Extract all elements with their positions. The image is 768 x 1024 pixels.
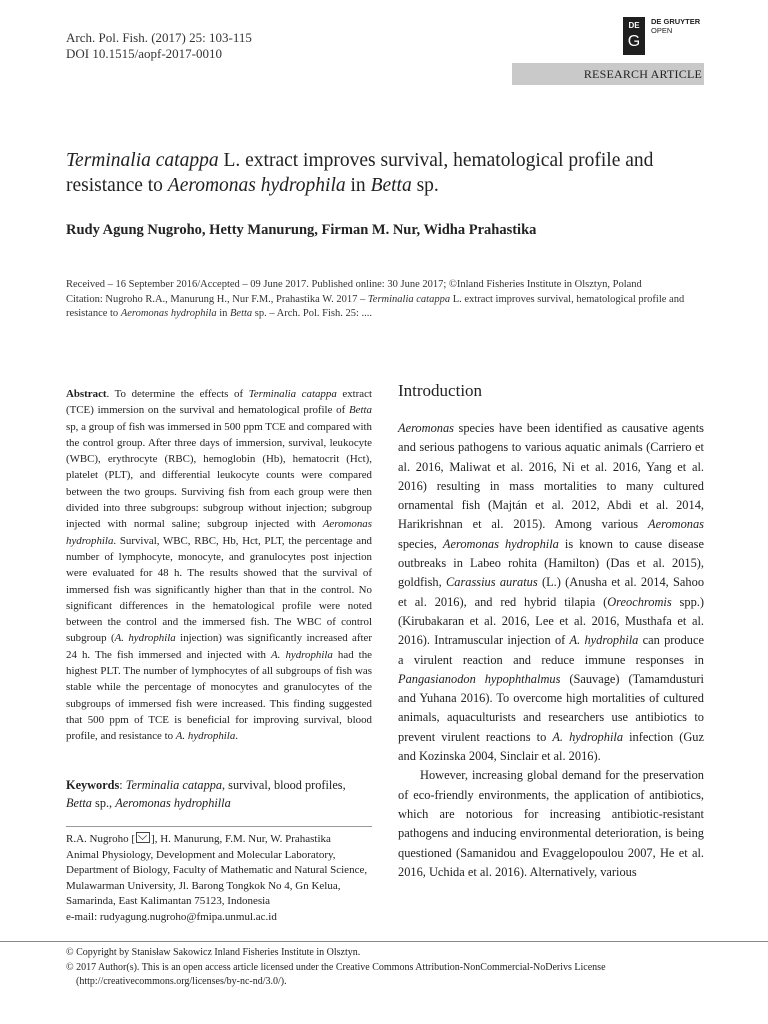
intro-text: is known to cause disease outbreaks in Labeo rohita (Hamilton) (Das et al. 2015), goldfish, — [398, 536, 705, 590]
citation-part: in — [216, 308, 230, 319]
intro-text: Oreochromis — [607, 594, 672, 609]
abstract-label: Abstract — [66, 388, 107, 400]
affiliation-university: Mulawarman University, Jl. Barong Tongkok No 4, Gn Kelua, — [66, 879, 341, 892]
article-metadata — [66, 278, 716, 322]
intro-text: Carassius auratus — [445, 575, 538, 590]
section-heading-introduction: Introduction — [398, 381, 483, 400]
affiliation-department: Department of Biology, Faculty of Mathematic and Natural Science, — [66, 864, 368, 876]
citation-part: Citation: Nugroho R.A., Manurung H., Nur F.M., Prahastika W. 2017 – — [66, 293, 368, 305]
abstract-text: A. hydrophila — [114, 632, 176, 645]
keywords-label: Keywords — [66, 778, 120, 792]
citation — [66, 293, 716, 322]
paragraph — [398, 419, 704, 766]
affiliation-email[interactable]: e-mail: rudyagung.nugroho@fmipa.unmul.ac.id — [66, 910, 277, 923]
intro-text: (L.) (Anusha et al. 2014, Sahoo et al. 2016), and red hybrid tilapia ( — [398, 575, 705, 609]
journal-volume: Arch. Pol. Fish. (2017) 25: 103-115 — [66, 30, 252, 45]
keywords-text: Terminalia catappa — [125, 778, 223, 792]
received-dates: Received – 16 September 2016/Accepted – 09 June 2017. Published online: 30 June 2017; ©Inland Fisheries Institute in Olsztyn, Poland — [66, 279, 642, 290]
publisher-name-block — [651, 17, 700, 35]
abstract-text: . To determine the effects of — [106, 388, 249, 400]
abstract-text: A. hydrophila — [271, 648, 333, 661]
keywords-text: Betta — [66, 796, 92, 810]
logo-de-text: DE — [628, 21, 640, 30]
abstract-text: Terminalia catappa — [248, 388, 337, 400]
abstract-text: injection) was significantly increased after 24 h. The fish immersed and injected with — [66, 632, 372, 661]
envelope-icon — [136, 832, 150, 843]
keywords-text: sp., — [91, 796, 116, 810]
license-line: © 2017 Author(s). This is an open access article licensed under the Creative Commons Attribution-NonCommercial-NoDerivs License — [66, 961, 606, 973]
intro-text: A. hydrophila — [552, 729, 624, 744]
affiliation-text: R.A. Nugroho [ — [66, 833, 136, 845]
copyright-line: © Copyright by Stanisław Sakowicz Inland Fisheries Institute in Olsztyn. — [66, 947, 361, 958]
affiliation-city: Samarinda, East Kalimantan 75123, Indonesia — [66, 895, 271, 907]
author-list: Rudy Agung Nugroho, Hetty Manurung, Firman M. Nur, Widha Prahastika — [66, 222, 537, 238]
citation-part: Betta — [230, 308, 253, 319]
abstract-text: had the highest PLT. The number of lymphocytes of all subgroups of fish was stable while the percentage of monocytes and granulocytes of the subgroups of immersed fish were increased. This finding suggested that 500 ppm of TCE is beneficial for improving survival, blood profile, and resistance to — [66, 648, 372, 743]
paragraph: However, increasing global demand for the preservation of eco-friendly environments, the application of antibiotics, which are notorious for increasing antibiotic-resistant pathogens and inducing environmental deterioration, is being questioned (Samanidou and Evaggelopoulou 2007, He et al. 2016, Uchida et al. 2016). Alternatively, various — [398, 768, 704, 879]
intro-text: Aeromonas hydrophila — [442, 536, 559, 551]
intro-text: Pangasianodon hypophthalmus — [398, 671, 561, 686]
citation-part: Terminalia catappa — [367, 293, 451, 305]
publisher-sub: OPEN — [651, 26, 673, 35]
footer-divider — [0, 941, 768, 942]
affiliation-lab: Animal Physiology, Development and Molecular Laboratory, — [66, 848, 336, 861]
abstract-text: . — [235, 730, 239, 743]
keywords — [66, 776, 372, 812]
article-type-bar — [512, 63, 704, 85]
publisher-name: DE GRUYTER — [651, 17, 701, 26]
intro-text: can produce a virulent reaction and reduce immune responses in — [398, 633, 704, 667]
copyright-footer — [66, 946, 706, 990]
title-part: in — [345, 175, 371, 196]
affiliation-authors — [66, 832, 372, 848]
intro-text: Aeromonas — [648, 517, 704, 532]
intro-text: spp.) (Kirubakaran et al. 2016, Lee et al. 2016, Musthafa et al. 2016). Intramuscular injection of — [398, 594, 704, 648]
intro-text: Aeromonas — [398, 421, 454, 435]
title-part: Terminalia catappa — [66, 150, 219, 171]
article-type-label: RESEARCH ARTICLE — [583, 67, 702, 81]
title-part: Aeromonas hydrophila — [167, 175, 346, 196]
affiliation-divider — [66, 826, 372, 827]
title-part: L. extract improves survival, hematological profile and resistance to — [66, 150, 654, 196]
keywords-text: Aeromonas hydrophilla — [115, 796, 231, 810]
de-gruyter-logo — [623, 17, 645, 55]
abstract-text: Aeromonas hydrophila — [66, 518, 372, 547]
intro-text: species, — [398, 536, 443, 551]
abstract-text: sp, a group of fish was immersed in 500 ppm TCE and compared with the control group. After three days of immersion, survival, leukocyte (WBC), erythrocyte (RBC), hemoglobin (Hb), hematocrit (Hct), platelet (PLT), and differential leukocyte counts were compared between the two groups. Surviving fish from each group were then divided into three subgroups: subgroup without injection; subgroup injected with normal saline; subgroup injected with — [66, 420, 372, 531]
intro-text: A. hydrophila — [569, 633, 639, 648]
keywords-text: : — [119, 778, 126, 792]
abstract-text: A. hydrophila — [175, 730, 236, 743]
intro-text: infection (Guz and Kozinska 2004, Sinclair et al. 2016). — [398, 729, 704, 764]
abstract — [66, 386, 372, 745]
intro-text: species have been identified as causative agents and serious pathogens to various aquatic animals (Carriero et al. 2016, Maliwat et al. 2016, Ni et al. 2016, Yang et al. 2016) resulting in mass mortalities to many cultured ornamental fish (Majtán et al. 2012, Abdi et al. 2014, Harikrishnan et al. 2015). Among various — [398, 421, 704, 532]
citation-part: sp. – Arch. Pol. Fish. 25: .... — [252, 308, 373, 319]
keywords-text: , survival, blood profiles, — [222, 778, 346, 792]
journal-citation-header — [66, 30, 252, 62]
doi-link[interactable]: DOI 10.1515/aopf-2017-0010 — [66, 46, 222, 61]
author-affiliation — [66, 832, 372, 925]
logo-g-letter: G — [627, 33, 641, 50]
abstract-text: Betta — [349, 404, 372, 417]
affiliation-text: ], H. Manurung, F.M. Nur, W. Prahastika — [151, 833, 331, 845]
citation-part: L. extract improves survival, hematological profile and resistance to — [66, 293, 685, 319]
license-url[interactable]: (http://creativecommons.org/licenses/by-nc-nd/3.0/). — [76, 976, 287, 987]
title-part: sp. — [411, 175, 439, 196]
title-part: Betta — [370, 175, 412, 196]
article-title — [66, 148, 716, 198]
abstract-text: . Survival, WBC, RBC, Hb, Hct, PLT, the percentage and number of lymphocyte, monocyte, and granulocytes post injection were evaluated for 48 h. The results showed that the survival of immersed fish was significantly higher than that in the control. No significant differences in the hematological profile were noted between the control and the immersed fish. The WBC of control subgroup ( — [66, 534, 372, 645]
abstract-text: extract (TCE) immersion on the survival and hematological profile of — [66, 388, 372, 417]
introduction-body — [398, 419, 704, 882]
citation-part: Aeromonas hydrophila — [120, 308, 217, 319]
intro-text: (Sauvage) (Tamamdusturi and Yuhana 2016). To overcome high mortalities of cultured animals, aquaculturists and researchers use antibiotics to prevent virulent reactions to — [398, 671, 704, 744]
